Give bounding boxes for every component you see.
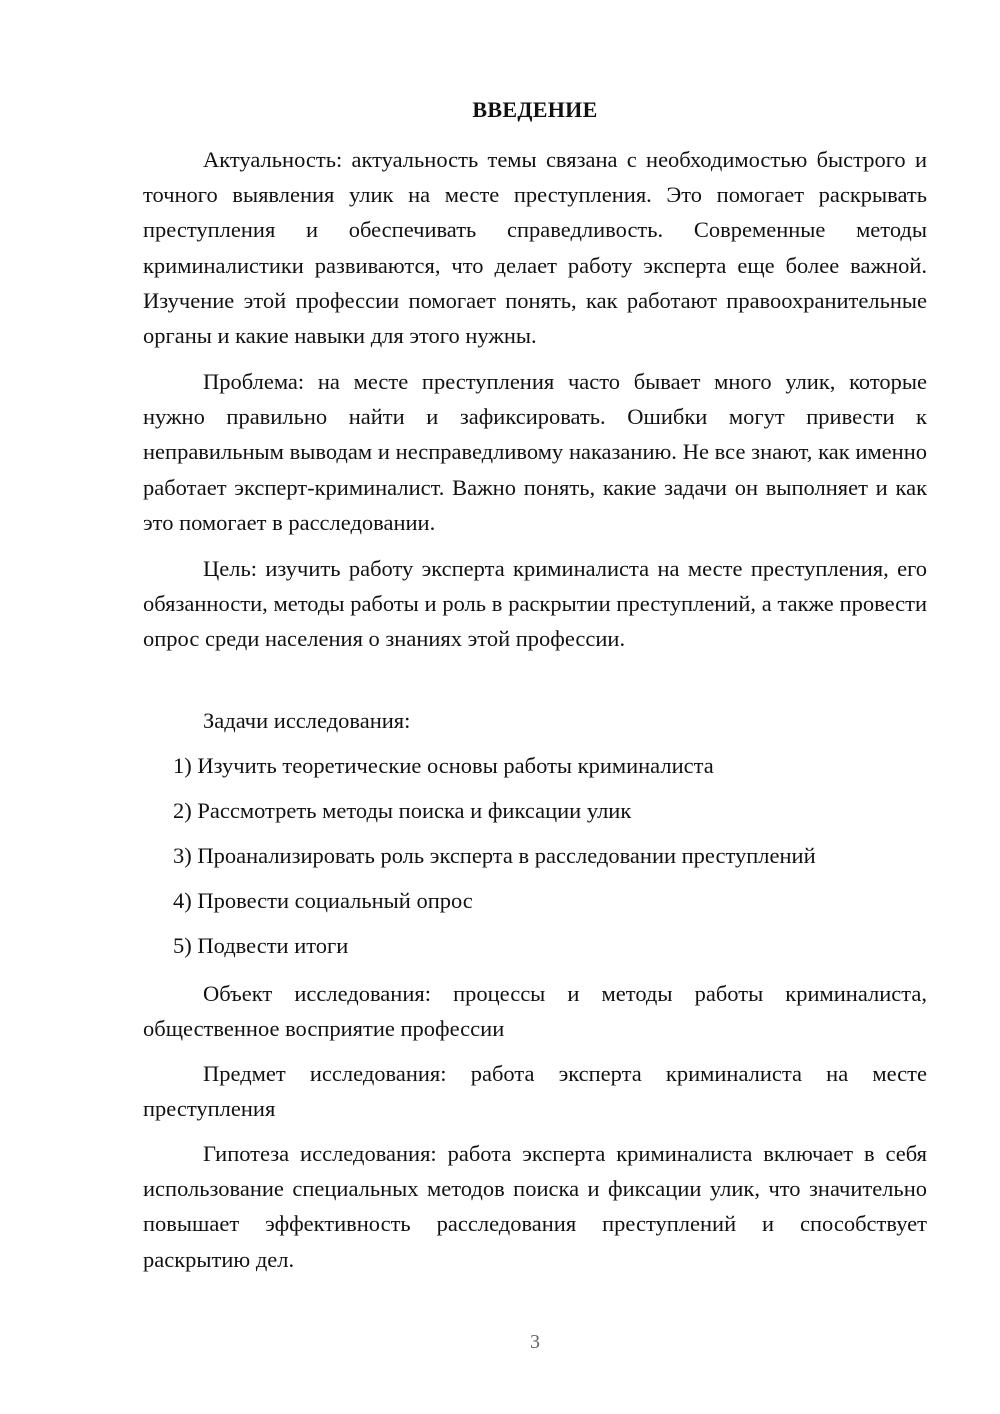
page-number: 3 bbox=[530, 1331, 540, 1353]
list-item: 1) Изучить теоретические основы работы криминалиста bbox=[173, 753, 714, 778]
tasks-title: Задачи исследования: bbox=[203, 708, 411, 733]
list-item: 4) Провести социальный опрос bbox=[173, 888, 473, 913]
list-item: 2) Рассмотреть методы поиска и фиксации улик bbox=[173, 798, 632, 823]
paragraph-goal: Цель: изучить работу эксперта криминалиста на месте преступления, его обязанности, методы работы и роль в раскрытии преступлений, а также провести опрос среди населения о знаниях этой профессии. bbox=[143, 556, 927, 652]
section-heading: ВВЕДЕНИЕ bbox=[472, 97, 598, 122]
paragraph-hypothesis: Гипотеза исследования: работа эксперта криминалиста включает в себя использование специальных методов поиска и фиксации улик, что значительно повышает эффективность расследования преступлений и способствует раскрытию дел. bbox=[143, 1141, 927, 1272]
list-item: 3) Проанализировать роль эксперта в расследовании преступлений bbox=[173, 843, 816, 868]
list-item: 5) Подвести итоги bbox=[173, 933, 349, 958]
paragraph-object: Объект исследования: процессы и методы работы криминалиста, общественное восприятие профессии bbox=[143, 981, 927, 1042]
paragraph-problem: Проблема: на месте преступления часто бывает много улик, которые нужно правильно найти и зафиксировать. Ошибки могут привести к неправильным выводам и несправедливому наказанию. Не все знают, как именно работает эксперт-криминалист. Важно понять, какие задачи он выполняет и как это помогает в расследовании. bbox=[143, 369, 927, 535]
paragraph-relevance: Актуальность: актуальность темы связана с необходимостью быстрого и точного выявления улик на месте преступления. Это помогает раскрывать преступления и обеспечивать справедливость. Современные методы криминалистики развиваются, что делает работу эксперта еще более важной. Изучение этой профессии помогает понять, как работают правоохранительные органы и какие навыки для этого нужны. bbox=[143, 147, 927, 349]
paragraph-subject: Предмет исследования: работа эксперта криминалиста на месте преступления bbox=[143, 1061, 927, 1122]
